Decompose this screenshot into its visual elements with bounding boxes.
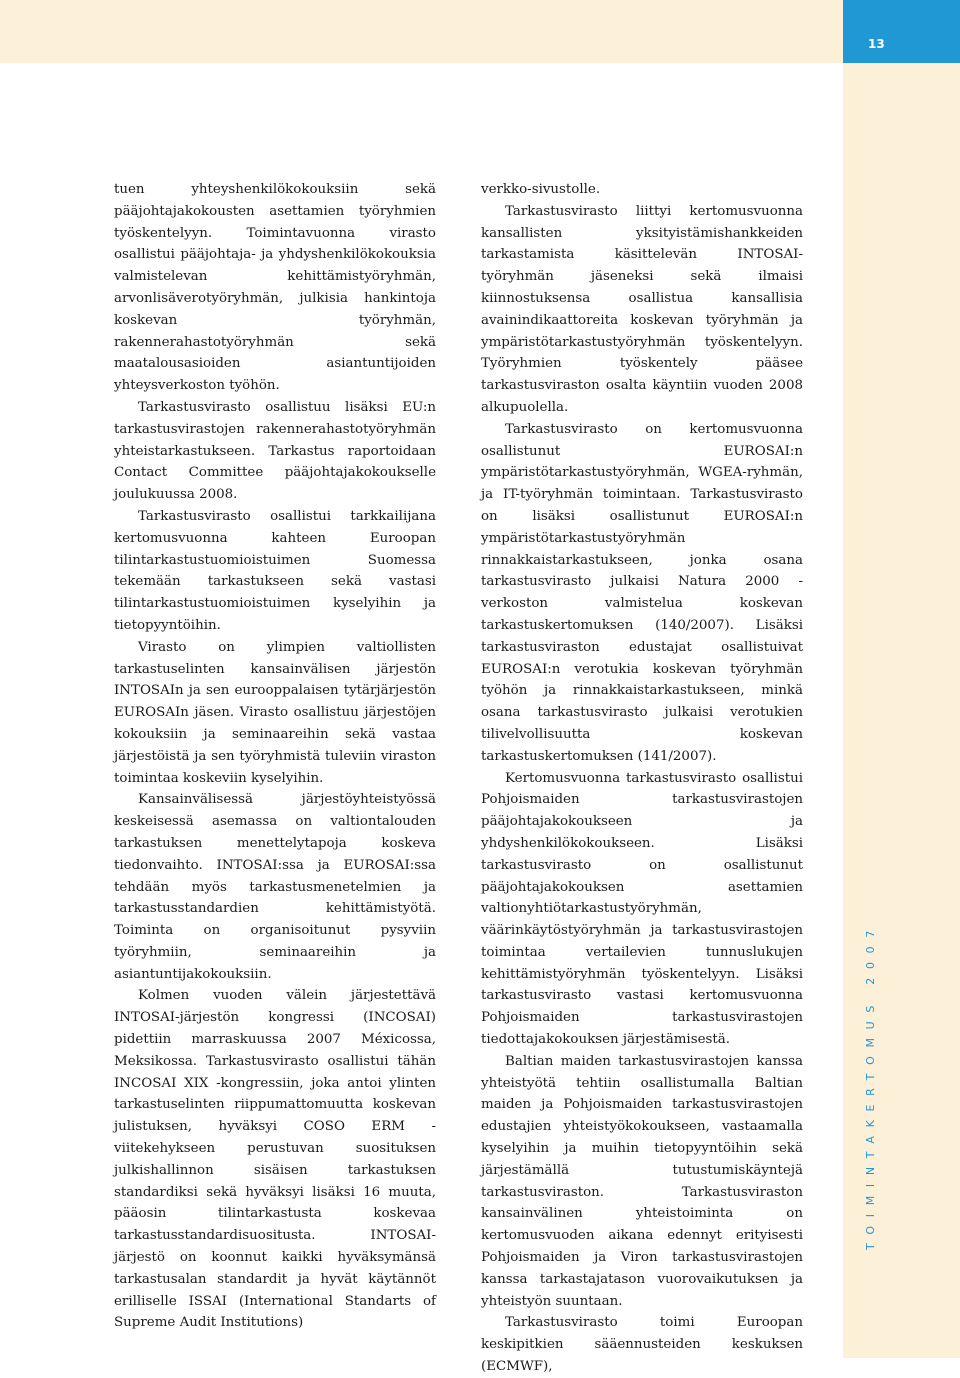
left-column (114, 179, 436, 1334)
vertical-title-container (856, 921, 877, 1250)
paragraph: Virasto on ylimpien valtiollisten tarkastuselinten kansainvälisen järjestön INTOSAIn ja sen eurooppalaisen tytärjärjestön EUROSAIn jäsen. Virasto osallistuu järjestöjen kokouksiin ja seminaareihin sekä vastaa järjestöistä ja sen työryhmistä tuleviin viraston toimintaa koskeviin kyselyihin. (114, 639, 436, 786)
paragraph: Kertomusvuonna tarkastusvirasto osallistui Pohjoismaiden tarkastusvirastojen pääjohtajakokoukseen ja yhdyshenkilökokoukseen. Lisäksi tarkastusvirasto on osallistunut pääjohtajakokouksen asettamien valtionyhtiötarkastustyöryhmän, väärinkäytöstyöryhmän ja tarkastusvirastojen toimintaa vertailevien tunnuslukujen kehittämistyöryhmän työskentelyyn. Lisäksi tarkastusvirasto vastasi kertomusvuonna Pohjoismaiden tarkastusvirastojen tiedottajakokouksen järjestämisestä. (481, 770, 803, 1048)
vertical-title: TOIMINTAKERTOMUS 2007 (864, 921, 877, 1250)
paragraph: tuen yhteyshenkilökokouksiin sekä pääjohtajakokousten asettamien työryhmien työskentelyyn. Toimintavuonna virasto osallistui pääjohtaja- ja yhdyshenkilökokouksia valmistelevan kehittämistyöryhmän, arvonlisäverotyöryhmän, julkisia hankintoja koskevan työryhmän, rakennerahastotyöryhmän sekä maatalousasioiden asiantuntijoiden yhteysverkoston työhön. (114, 182, 436, 394)
paragraph: Tarkastusvirasto on kertomusvuonna osallistunut EUROSAI:n ympäristötarkastustyöryhmän, WGEA-ryhmän, ja IT-työryhmän toimintaan. Tarkastusvirasto on lisäksi osallistunut EUROSAI:n ympäristötarkastustyöryhmän rinnakkaistarkastukseen, jonka osana tarkastusvirasto julkaisi Natura 2000 -verkoston valmistelua koskevan tarkastuskertomuksen (140/2007). Lisäksi tarkastusviraston edustajat osallistuivat EUROSAI:n verotukia koskevan työryhmän työhön ja rinnakkaistarkastukseen, minkä osana tarkastusvirasto julkaisi verotukien tilivelvollisuutta koskevan tarkastuskertomuksen (141/2007). (481, 421, 803, 764)
paragraph: Baltian maiden tarkastusvirastojen kanssa yhteistyötä tehtiin osallistumalla Baltian maiden ja Pohjoismaiden tarkastusvirastojen edustajien yhteistyökokoukseen, vastaamalla kyselyihin ja muihin tietopyyntöihin sekä järjestämällä tutustumiskäyntejä tarkastusviraston. Tarkastusviraston kansainvälinen yhteistoiminta on kertomusvuoden aikana edennyt erityisesti Pohjoismaiden ja Viron tarkastusvirastojen kanssa tarkastajatason vuorovaikutuksen ja yhteistyön suuntaan. (481, 1053, 803, 1309)
paragraph: Kansainvälisessä järjestöyhteistyössä keskeisessä asemassa on valtiontalouden tarkastuksen menettelytapoja koskeva tiedonvaihto. INTOSAI:ssa ja EUROSAI:ssa tehdään myös tarkastusmenetelmien ja tarkastusstandardien kehittämistyötä. Toiminta on organisoitunut pysyviin työryhmiin, seminaareihin ja asiantuntijakokouksiin. (114, 792, 436, 982)
paragraph: Tarkastusvirasto osallistuu lisäksi EU:n tarkastusvirastojen rakennerahastotyöryhmän yhteistarkastukseen. Tarkastus raportoidaan Contact Committee pääjohtajakokoukselle joulukuussa 2008. (114, 399, 436, 503)
header-band (0, 0, 843, 63)
paragraph: Tarkastusvirasto toimi Euroopan keskipitkien sääennusteiden keskuksen (ECMWF), (481, 1315, 803, 1375)
page-number: 13 (868, 37, 885, 51)
paragraph: verkko-sivustolle. (481, 182, 601, 197)
paragraph: Tarkastusvirasto liittyi kertomusvuonna kansallisten yksityistämishankkeiden tarkastamista käsittelevän INTOSAI-työryhmän jäseneksi sekä ilmaisi kiinnostuksensa osallistua kansallisia avainindikaattoreita koskevan työryhmän ja ympäristötarkastustyöryhmän työskentelyyn. Työryhmien työskentely pääsee tarkastusviraston osalta käyntiin vuoden 2008 alkupuolella. (481, 203, 803, 415)
page-number-box (843, 0, 960, 63)
right-column (481, 179, 803, 1378)
paragraph: Kolmen vuoden välein järjestettävä INTOSAI-järjestön kongressi (INCOSAI) pidettiin marraskuussa 2007 Méxicossa, Meksikossa. Tarkastusvirasto osallistui tähän INCOSAI XIX -kongressiin, joka antoi ylinten tarkastuselinten riippumattomuutta koskevan julistuksen, hyväksyi COSO ERM -viitekehykseen perustuvan suosituksen julkishallinnon sisäisen tarkastuksen standardiksi sekä hyväksyi lisäksi 16 muuta, pääosin tilintarkastusta koskevaa tarkastusstandardisuositusta. INTOSAI-järjestö on koonnut kaikki hyväksymänsä tarkastusalan standardit ja hyvät käytännöt erilliselle ISSAI (International Standarts of Supreme Audit Institutions) (114, 988, 436, 1331)
paragraph: Tarkastusvirasto osallistui tarkkailijana kertomusvuonna kahteen Euroopan tilintarkastustuomioistuimen Suomessa tekemään tarkastukseen sekä vastasi tilintarkastustuomioistuimen kyselyihin ja tietopyyntöihin. (114, 508, 436, 633)
